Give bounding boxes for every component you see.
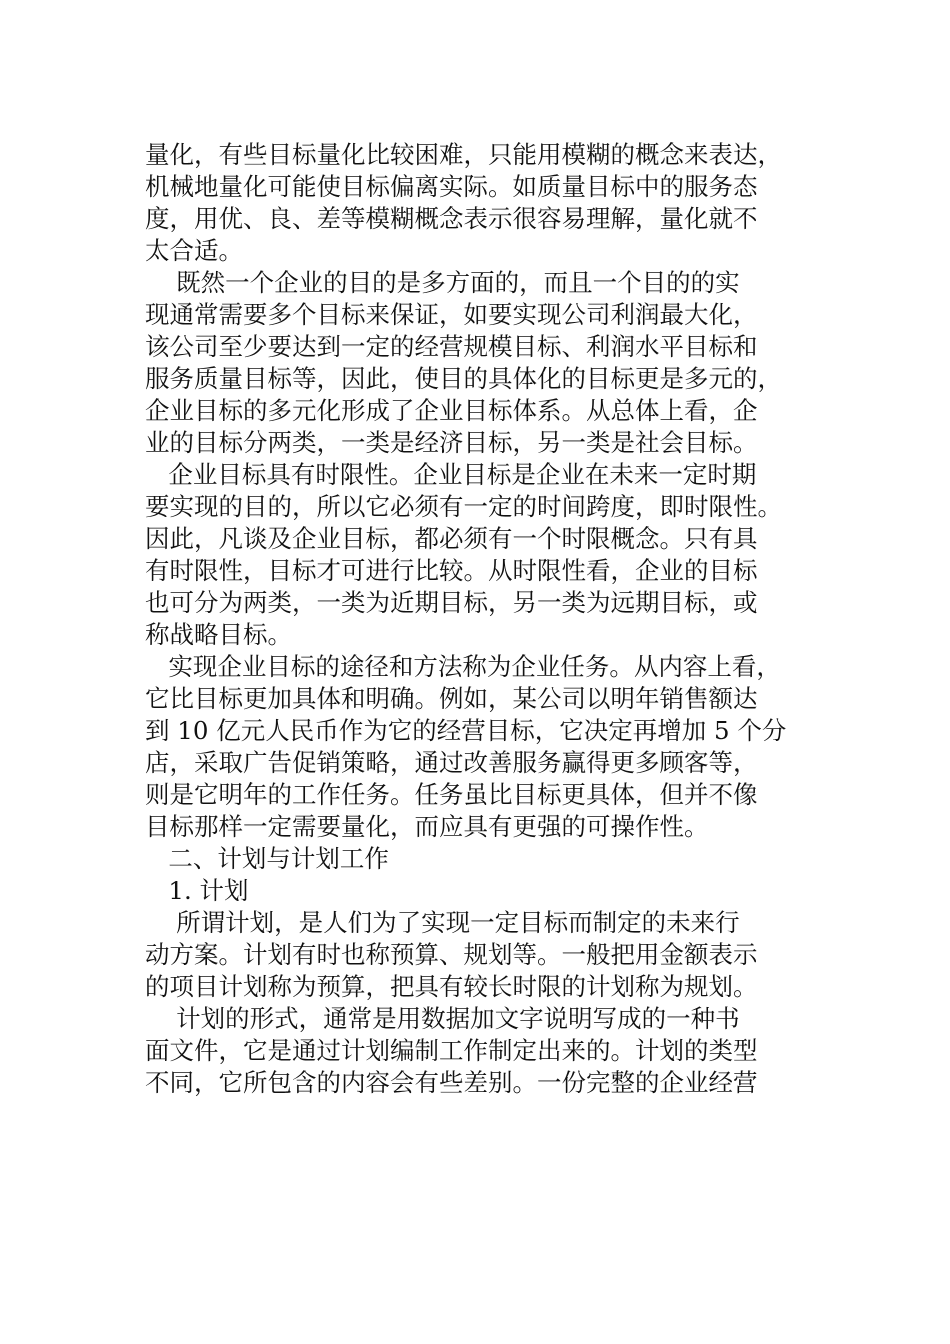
text-line: 称战略目标。 — [145, 620, 292, 649]
text-line: 则是它明年的工作任务。任务虽比目标更具体，但并不像 — [145, 780, 758, 809]
text-line: 目标那样一定需要量化，而应具有更强的可操作性。 — [145, 812, 709, 841]
text-line: 量化，有些目标量化比较困难，只能用模糊的概念来表达， — [145, 140, 782, 169]
text-line: 不同，它所包含的内容会有些差别。一份完整的企业经营 — [145, 1068, 758, 1097]
text-line: 服务质量目标等，因此，使目的具体化的目标更是多元的， — [145, 364, 782, 393]
text-line: 该公司至少要达到一定的经营规模目标、利润水平目标和 — [145, 332, 758, 361]
text-line: 它比目标更加具体和明确。例如，某公司以明年销售额达 — [145, 684, 758, 713]
text-line: 业的目标分两类，一类是经济目标，另一类是社会目标。 — [145, 428, 758, 457]
text-line: 的项目计划称为预算，把具有较长时限的计划称为规划。 — [145, 972, 758, 1001]
text-line: 要实现的目的，所以它必须有一定的时间跨度，即时限性。 — [145, 492, 782, 521]
text-line: 1. 计划 — [145, 876, 249, 905]
text-line: 所谓计划，是人们为了实现一定目标而制定的未来行 — [145, 908, 740, 937]
text-line: 计划的形式，通常是用数据加文字说明写成的一种书 — [145, 1004, 740, 1033]
text-line: 企业目标具有时限性。企业目标是企业在未来一定时期 — [145, 460, 757, 489]
text-line: 到 10 亿元人民币作为它的经营目标，它决定再增加 5 个分 — [145, 716, 787, 745]
text-line: 机械地量化可能使目标偏离实际。如质量目标中的服务态 — [145, 172, 758, 201]
text-line: 也可分为两类，一类为近期目标，另一类为远期目标，或 — [145, 588, 758, 617]
text-line: 二、计划与计划工作 — [145, 844, 389, 873]
text-line: 动方案。计划有时也称预算、规划等。一般把用金额表示 — [145, 940, 758, 969]
text-line: 实现企业目标的途径和方法称为企业任务。从内容上看， — [145, 652, 781, 681]
text-line: 面文件，它是通过计划编制工作制定出来的。计划的类型 — [145, 1036, 758, 1065]
text-line: 店，采取广告促销策略，通过改善服务赢得更多顾客等， — [145, 748, 758, 777]
text-line: 太合适。 — [145, 236, 243, 265]
body-text — [145, 139, 815, 1099]
text-line: 现通常需要多个目标来保证，如要实现公司利润最大化， — [145, 300, 758, 329]
text-line: 企业目标的多元化形成了企业目标体系。从总体上看，企 — [145, 396, 758, 425]
text-line: 度，用优、良、差等模糊概念表示很容易理解，量化就不 — [145, 204, 758, 233]
text-line: 有时限性，目标才可进行比较。从时限性看，企业的目标 — [145, 556, 758, 585]
text-line: 既然一个企业的目的是多方面的，而且一个目的的实 — [145, 268, 740, 297]
text-line: 因此，凡谈及企业目标，都必须有一个时限概念。只有具 — [145, 524, 758, 553]
